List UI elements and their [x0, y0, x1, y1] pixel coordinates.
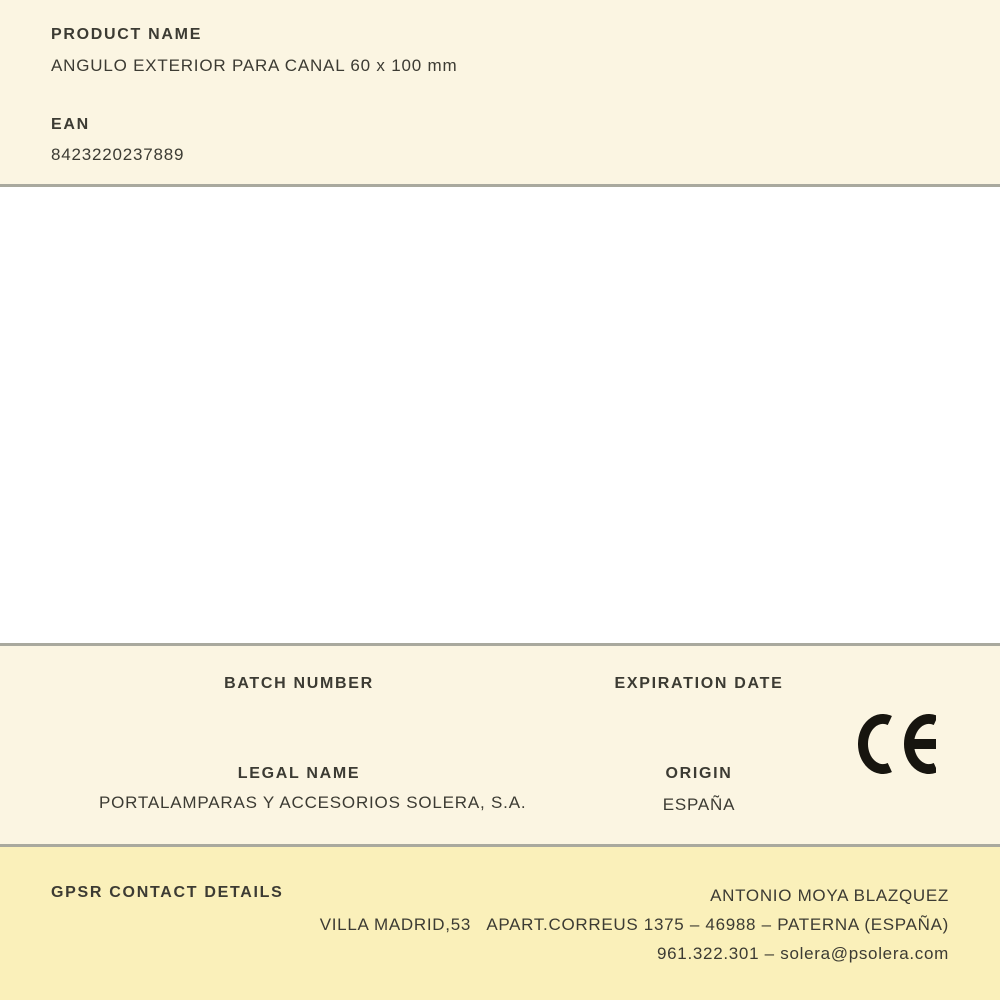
gpsr-contact-details: [320, 881, 949, 968]
ean-label: EAN: [51, 116, 90, 133]
contact-address-line: VILLA MADRID,53 APART.CORREUS 1375 – 46988 – PATERNA (ESPAÑA): [319, 915, 949, 934]
contact-person-line: ANTONIO MOYA BLAZQUEZ: [710, 886, 949, 905]
expiration-date-label: EXPIRATION DATE: [614, 675, 784, 692]
batch-number-label: BATCH NUMBER: [224, 675, 374, 692]
legal-name-value: PORTALAMPARAS Y ACCESORIOS SOLERA, S.A.: [99, 793, 527, 812]
gpsr-contact-label: GPSR CONTACT DETAILS: [51, 884, 284, 901]
product-name-label: PRODUCT NAME: [51, 26, 203, 43]
batch-legal-section: [0, 646, 1000, 844]
origin-label: ORIGIN: [665, 765, 733, 782]
gpsr-contact-section: [0, 847, 1000, 1000]
blank-middle-section: [0, 187, 1000, 643]
product-info-section: [0, 0, 1000, 184]
contact-phone-email-line: 961.322.301 – solera@psolera.com: [657, 944, 949, 963]
origin-value: ESPAÑA: [662, 795, 736, 814]
ean-value: 8423220237889: [51, 145, 185, 164]
ce-mark-icon: [858, 714, 936, 774]
product-name-value: ANGULO EXTERIOR PARA CANAL 60 x 100 mm: [51, 56, 458, 75]
legal-name-label: LEGAL NAME: [237, 765, 361, 782]
